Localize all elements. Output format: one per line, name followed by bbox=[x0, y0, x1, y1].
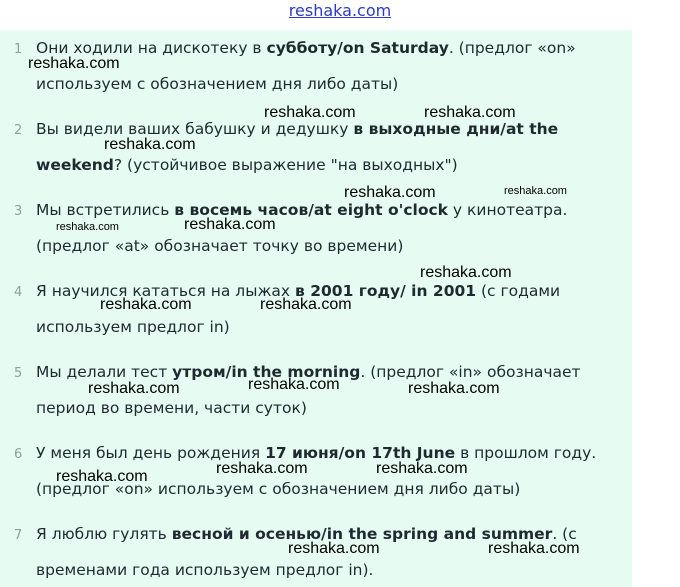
line-answer: в 2001 году/ in 2001 bbox=[295, 282, 477, 300]
watermark: reshaka.com bbox=[184, 216, 276, 233]
watermark: reshaka.com bbox=[408, 380, 500, 397]
watermark: reshaka.com bbox=[376, 460, 468, 477]
line-text: (предлог «on» используем с обозначением дня либо даты) bbox=[36, 480, 521, 498]
item-line bbox=[36, 443, 596, 463]
line-text: (с годами bbox=[476, 282, 561, 300]
item-line bbox=[36, 200, 567, 220]
item-line bbox=[36, 74, 398, 94]
line-answer: 17 июня/on 17th June bbox=[265, 444, 456, 462]
line-text: . (предлог «on» bbox=[448, 39, 576, 57]
line-text: У меня был день рождения bbox=[36, 444, 266, 462]
watermark: reshaka.com bbox=[248, 376, 340, 393]
item-line bbox=[36, 560, 373, 580]
item-number: 7 bbox=[14, 528, 23, 543]
watermark: reshaka.com bbox=[104, 136, 196, 153]
item-number: 4 bbox=[14, 285, 23, 300]
watermark: reshaka.com bbox=[56, 221, 119, 233]
watermark: reshaka.com bbox=[88, 380, 180, 397]
line-answer: весной и осенью/in the spring and summer bbox=[171, 525, 553, 543]
watermark: reshaka.com bbox=[28, 55, 120, 72]
line-text: в прошлом году. bbox=[455, 444, 597, 462]
watermark: reshaka.com bbox=[56, 468, 148, 485]
line-text: (предлог «at» обозначает точку во времени) bbox=[36, 237, 404, 255]
line-text: Вы видели ваших бабушку и дедушку bbox=[36, 120, 354, 138]
item-line bbox=[36, 317, 230, 337]
item-number: 3 bbox=[14, 204, 23, 219]
line-text: . (с bbox=[552, 525, 577, 543]
watermark: reshaka.com bbox=[264, 104, 356, 121]
line-text: Я научился кататься на лыжах bbox=[36, 282, 296, 300]
line-text: ? (устойчивое выражение "на выходных") bbox=[113, 156, 458, 174]
watermark: reshaka.com bbox=[420, 264, 512, 281]
item-number: 2 bbox=[14, 123, 23, 138]
line-text: период во времени, части суток) bbox=[36, 399, 307, 417]
watermark: reshaka.com bbox=[504, 185, 567, 197]
line-text: Я люблю гулять bbox=[36, 525, 172, 543]
item-line bbox=[36, 236, 403, 256]
line-text: у кинотеатра. bbox=[447, 201, 568, 219]
line-answer: утром/in the morning bbox=[172, 363, 361, 381]
watermark: reshaka.com bbox=[344, 184, 436, 201]
line-text: используем предлог in) bbox=[36, 318, 230, 336]
line-text: . (предлог «in» обозначает bbox=[360, 363, 581, 381]
watermark: reshaka.com bbox=[424, 104, 516, 121]
item-line bbox=[36, 398, 307, 418]
watermark: reshaka.com bbox=[100, 296, 192, 313]
line-text: используем с обозначением дня либо даты) bbox=[36, 75, 399, 93]
line-answer: в восемь часов/at eight o'clock bbox=[174, 201, 448, 219]
line-text: Они ходили на дискотеку в bbox=[36, 39, 267, 57]
item-line bbox=[36, 155, 458, 175]
line-text: Мы встретились bbox=[36, 201, 175, 219]
site-link[interactable]: reshaka.com bbox=[288, 1, 392, 20]
watermark: reshaka.com bbox=[488, 540, 580, 557]
item-number: 1 bbox=[14, 42, 23, 57]
line-answer: в выходные дни/at the bbox=[353, 120, 559, 138]
watermark: reshaka.com bbox=[288, 540, 380, 557]
line-text: временами года используем предлог in). bbox=[36, 561, 374, 579]
watermark: reshaka.com bbox=[260, 296, 352, 313]
line-text: Мы делали тест bbox=[36, 363, 173, 381]
watermark: reshaka.com bbox=[216, 460, 308, 477]
line-answer: субботу/on Saturday bbox=[266, 39, 449, 57]
line-answer: weekend bbox=[36, 156, 114, 174]
item-number: 6 bbox=[14, 447, 23, 462]
item-number: 5 bbox=[14, 366, 23, 381]
